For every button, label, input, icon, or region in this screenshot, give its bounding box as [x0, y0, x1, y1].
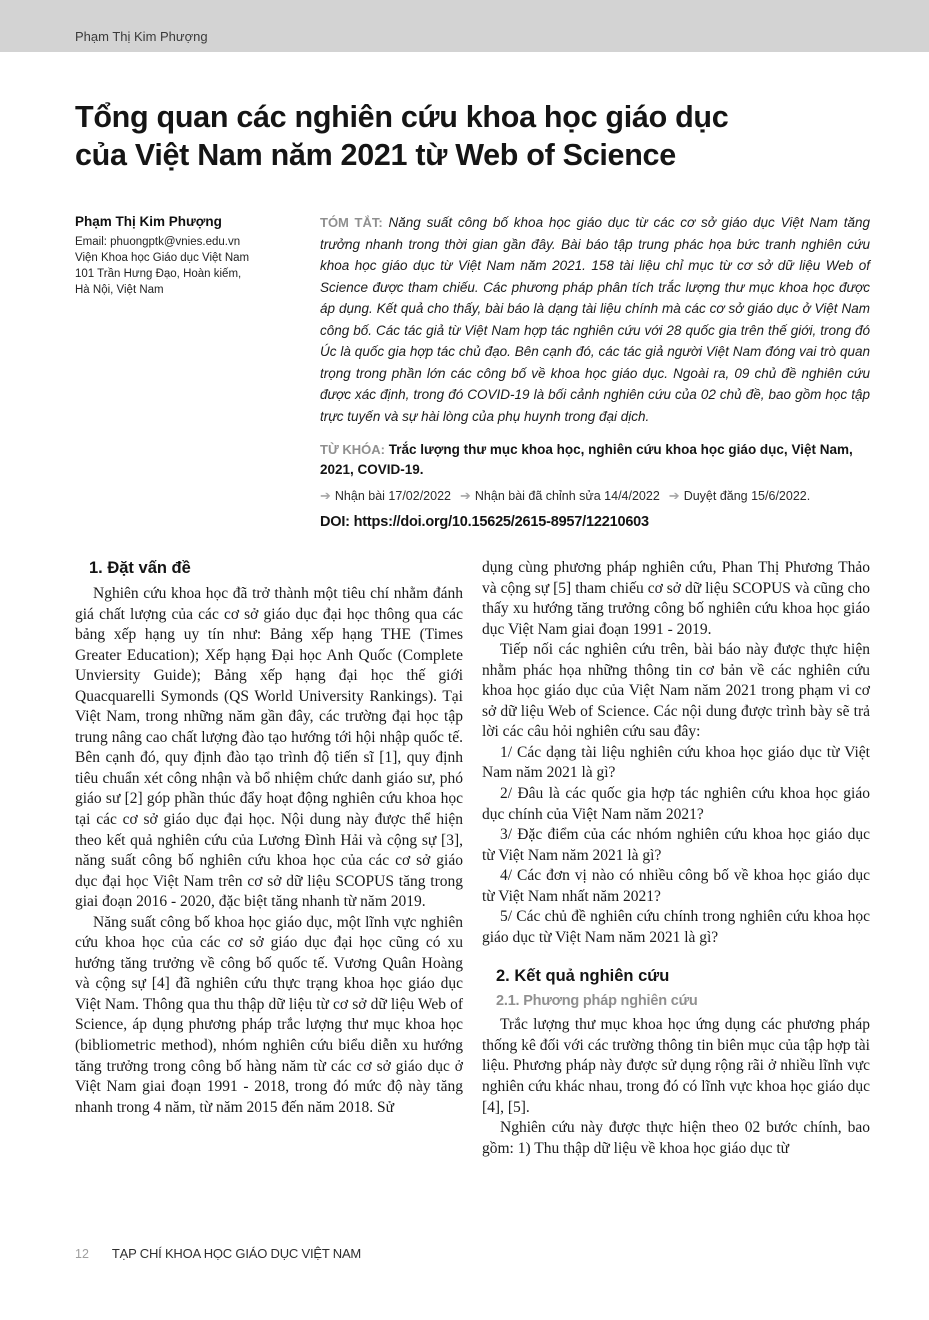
section-2-heading: 2. Kết quả nghiên cứu [496, 967, 670, 986]
paragraph: Nghiên cứu này được thực hiện theo 02 bước chính, bao gồm: 1) Thu thập dữ liệu về khoa học giáo dục từ [482, 1119, 870, 1157]
abstract-text: Năng suất công bố khoa học giáo dục từ các cơ sở giáo dục Việt Nam tăng trưởng nhanh trong thời gian gần đây. Bài báo tập trung phác họa bức tranh nghiên cứu khoa học giáo dục từ Việt Nam năm 2021. 158 tài liệu chỉ mục từ cơ sở dữ liệu Web of Science được tham chiếu. Các phương pháp phân tích trắc lượng thư mục khoa học được áp dụng. Kết quả cho thấy, bài báo là dạng tài liệu chính mà các cơ sở giáo dục ở Việt Nam công bố. Các tác giả từ Việt Nam hợp tác nghiên cứu với 28 quốc gia trên thế giới, trong đó Úc là quốc gia hợp tác chủ đạo. Bên cạnh đó, các tác giả người Việt Nam đóng vai trò quan trọng trong phần lớn các công bố về khoa học giáo dục. Ngoài ra, 09 chủ đề nghiên cứu được xác định, trong đó COVID-19 là bối cảnh nghiên cứu của 02 chủ đề, bao gồm học tập trực tuyến và sự hài lòng của phụ huynh trong đại dịch. [320, 215, 870, 424]
arrow-icon: ➔ [668, 488, 680, 503]
keywords-text: Trắc lượng thư mục khoa học, nghiên cứu khoa học giáo dục, Việt Nam, 2021, COVID-19. [320, 442, 853, 477]
date-revised-text: Nhận bài đã chỉnh sửa 14/4/2022 [474, 489, 660, 503]
article-title-line2: của Việt Nam năm 2021 từ Web of Science [75, 138, 676, 172]
body-columns [75, 558, 870, 1159]
article-title-line1: Tổng quan các nghiên cứu khoa học giáo dục [75, 100, 729, 134]
keywords [320, 440, 870, 480]
abstract-column [320, 212, 870, 532]
body-column-1 [75, 558, 463, 1159]
article-dates [320, 488, 870, 504]
research-question-4: 4/ Các đơn vị nào có nhiều công bố về khoa học giáo dục từ Việt Nam nhất năm 2021? [482, 867, 870, 905]
section-1-heading: 1. Đặt vấn đề [89, 559, 191, 577]
page-header-band [0, 0, 929, 52]
date-accepted [669, 488, 810, 504]
author-name: Phạm Thị Kim Phượng [75, 214, 222, 229]
body-column-2 [482, 558, 870, 1159]
arrow-icon: ➔ [459, 488, 471, 503]
research-question-2: 2/ Đâu là các quốc gia hợp tác nghiên cứu khoa học giáo dục chính của Việt Nam năm 2021? [482, 785, 870, 823]
running-head: Phạm Thị Kim Phượng [75, 29, 208, 44]
author-address-line2: Hà Nội, Việt Nam [75, 284, 164, 296]
abstract [320, 212, 870, 427]
date-received [320, 488, 451, 504]
author-address-line1: 101 Trần Hưng Đạo, Hoàn kiếm, [75, 268, 242, 280]
paragraph: Trắc lượng thư mục khoa học ứng dụng các phương pháp thống kê đối với các trường thông tin biên mục của tập hợp tài liệu. Phương pháp này được sử dụng rộng rãi ở nhiều lĩnh vực nghiên cứu khác nhau, trong đó có lĩnh vực khoa học giáo dục [4], [5]. [482, 1016, 870, 1116]
journal-name: TẠP CHÍ KHOA HỌC GIÁO DỤC VIỆT NAM [111, 1246, 362, 1261]
date-received-text: Nhận bài 17/02/2022 [334, 489, 451, 503]
date-accepted-text: Duyệt đăng 15/6/2022. [683, 489, 811, 503]
page-content [0, 98, 929, 1159]
author-affiliation: Viện Khoa học Giáo dục Việt Nam [75, 252, 250, 264]
doi-line: DOI: https://doi.org/10.15625/2615-8957/12210603 [320, 514, 649, 530]
paragraph: Tiếp nối các nghiên cứu trên, bài báo này được thực hiện nhằm phác họa những thông tin cơ bản về các nghiên cứu khoa học giáo dục của Việt Nam năm 2021 trong phạm vi cơ sở dữ liệu Web of Science. Các nội dung được trình bày sẽ trả lời các câu hỏi nghiên cứu sau đây: [482, 641, 870, 741]
research-question-5: 5/ Các chủ đề nghiên cứu chính trong nghiên cứu khoa học giáo dục từ Việt Nam năm 2021 là gì? [482, 908, 870, 946]
research-question-1: 1/ Các dạng tài liệu nghiên cứu khoa học giáo dục từ Việt Nam năm 2021 là gì? [482, 743, 870, 782]
section-2-1-heading: 2.1. Phương pháp nghiên cứu [496, 993, 698, 1010]
keywords-label: TỪ KHÓA: [320, 442, 385, 457]
paragraph: Nghiên cứu khoa học đã trở thành một tiêu chí nhằm đánh giá chất lượng của các cơ sở giáo dục đại học thông qua các bảng xếp hạng uy tín như: Bảng xếp hạng THE (Times Greater Education); Xếp hạng Đại học Anh Quốc (Complete Unviersity Guide); Bảng xếp hạng đại học thế giới Quacquarelli Symonds (QS World University Rankings). Tại Việt Nam, trong những năm gần đây, các trường đại học tập trung nâng cao chất lượng đào tạo hướng tới hội nhập quốc tế. Bên cạnh đó, quy định đào tạo trình độ tiến sĩ [1], quy định tiêu chuẩn xét công nhận và bổ nhiệm chức danh giáo sư, phó giáo sư [2] góp phần thúc đẩy hoạt động nghiên cứu khoa học tại các cơ sở giáo dục đại học. Nội dung này được thể hiện theo kết quả nghiên cứu của Lương Đình Hải và cộng sự [3], năng suất công bố nghiên cứu khoa học của các cơ sở giáo dục đại học Việt Nam trên cơ sở dữ liệu SCOPUS tăng trong giai đoạn 2016 - 2020, đặc biệt tăng nhanh từ năm 2019. [75, 585, 463, 911]
abstract-label: TÓM TẮT: [320, 215, 383, 230]
author-block [75, 212, 320, 532]
research-question-3: 3/ Đặc điểm của các nhóm nghiên cứu khoa học giáo dục từ Việt Nam năm 2021 là gì? [482, 826, 870, 864]
page-footer [75, 1246, 361, 1261]
page-number: 12 [75, 1247, 89, 1261]
paragraph: Năng suất công bố khoa học giáo dục, một lĩnh vực nghiên cứu khoa học của các cơ sở giáo dục đại học cũng có xu hướng tăng trưởng về công bố quốc tế. Vương Quân Hoàng và cộng sự [4] đã nghiên cứu thực trạng khoa học giáo dục Việt Nam. Thông qua thu thập dữ liệu từ cơ sở dữ liệu Web of Science, áp dụng phương pháp trắc lượng thư mục khoa học (bibliometric method), nhóm nghiên cứu biểu diễn xu hướng tăng trưởng trong công bố hàng năm từ các cơ sở giáo dục ở Việt Nam giai đoạn 1991 - 2018, trong đó mức độ này tăng nhanh trong 4 năm, từ năm 2015 đến năm 2018. Sử [75, 913, 463, 1116]
arrow-icon: ➔ [320, 488, 331, 503]
article-title [75, 98, 870, 174]
author-email: Email: phuongptk@vnies.edu.vn [75, 236, 241, 248]
date-revised [460, 488, 660, 504]
meta-row [75, 212, 870, 532]
paragraph-continuation: dụng cùng phương pháp nghiên cứu, Phan Thị Phương Thảo và cộng sự [5] tham chiếu cơ sở dữ liệu SCOPUS và cũng cho thấy xu hướng tăng trưởng công bố nghiên cứu khoa học giáo dục Việt Nam giai đoạn 1991 - 2019. [482, 559, 870, 638]
